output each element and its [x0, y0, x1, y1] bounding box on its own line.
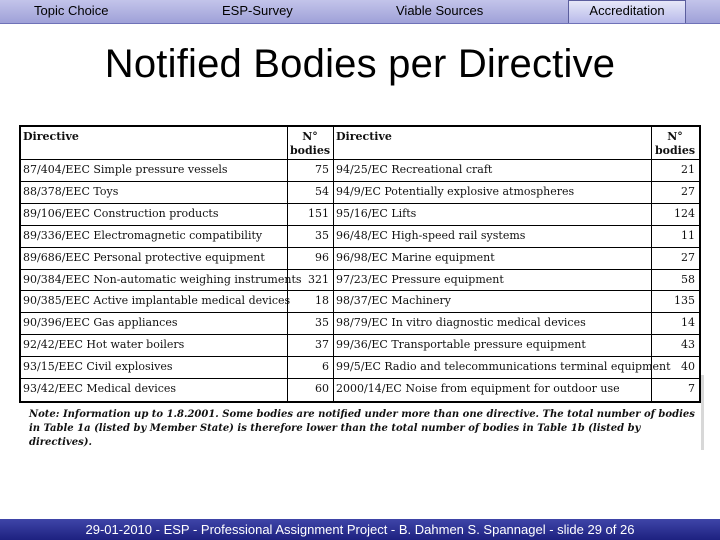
table-cell-count-left: 6	[322, 360, 329, 374]
table-cell-count-left: 18	[315, 294, 329, 308]
table-cell-count-right: 135	[674, 294, 695, 308]
table-cell-count-right: 11	[681, 228, 695, 242]
header-directive-right: Directive	[336, 130, 392, 143]
table-cell-directive-left: 89/336/EEC Electromagnetic compatibility	[23, 228, 263, 242]
table-cell-directive-right: 2000/14/EC Noise from equipment for outdoor use	[336, 382, 620, 395]
row-divider	[21, 159, 699, 160]
table-cell-count-left: 37	[315, 338, 329, 352]
footer-bar	[0, 519, 720, 540]
table-cell-directive-right: 95/16/EC Lifts	[336, 206, 417, 220]
table-cell-directive-left: 90/396/EEC Gas appliances	[23, 316, 178, 330]
footer-text: 29-01-2010 - ESP - Professional Assignment Project - B. Dahmen S. Spannagel - slide 29 of 26	[85, 522, 635, 537]
row-divider	[21, 334, 699, 335]
row-divider	[21, 356, 699, 357]
header-count-right: N°	[667, 130, 683, 143]
top-navigation-bar	[0, 0, 720, 24]
column-divider	[333, 127, 334, 401]
table-cell-count-left: 75	[315, 163, 329, 176]
table-cell-directive-right: 99/5/EC Radio and telecommunications terminal equipment	[336, 360, 671, 374]
table-note: Note: Information up to 1.8.2001. Some bodies are notified under more than one directive. The total number of bodies in Table 1a (listed by Member State) is therefore lower than the total number of bodies in Table 1b (listed by directives).	[29, 409, 695, 448]
table-cell-count-left: 35	[315, 228, 329, 242]
row-divider	[21, 269, 699, 270]
nav-tab-esp-survey[interactable]: ESP-Survey	[222, 3, 293, 18]
nav-tab-topic-choice[interactable]: Topic Choice	[34, 3, 109, 18]
row-divider	[21, 203, 699, 204]
table-cell-directive-left: 88/378/EEC Toys	[23, 184, 119, 198]
table-cell-count-right: 27	[681, 250, 695, 264]
nav-tab-viable-sources[interactable]: Viable Sources	[396, 3, 484, 18]
row-divider	[21, 290, 699, 291]
table-grid	[21, 127, 699, 401]
table-cell-directive-left: 93/15/EEC Civil explosives	[23, 360, 173, 374]
table-cell-count-right: 58	[681, 272, 695, 286]
table-cell-directive-right: 98/79/EC In vitro diagnostic medical devices	[336, 316, 586, 330]
table-cell-directive-right: 98/37/EC Machinery	[336, 294, 452, 308]
table-cell-directive-left: 90/385/EEC Active implantable medical devices	[23, 294, 291, 308]
table-cell-directive-left: 93/42/EEC Medical devices	[23, 382, 177, 395]
table-cell-directive-right: 96/48/EC High-speed rail systems	[336, 228, 526, 242]
table-cell-directive-left: 89/686/EEC Personal protective equipment	[23, 250, 265, 264]
table-cell-count-right: 43	[681, 338, 695, 352]
table-cell-directive-right: 97/23/EC Pressure equipment	[336, 272, 504, 286]
table-cell-directive-right: 96/98/EC Marine equipment	[336, 250, 495, 264]
table-cell-directive-left: 87/404/EEC Simple pressure vessels	[23, 163, 228, 176]
table-cell-directive-left: 90/384/EEC Non-automatic weighing instruments	[23, 272, 302, 286]
scan-edge-shadow	[701, 375, 704, 450]
row-divider	[21, 247, 699, 248]
slide-title: Notified Bodies per Directive	[104, 42, 616, 86]
notified-bodies-table	[19, 125, 701, 403]
table-cell-count-right: 27	[681, 184, 695, 198]
table-cell-count-left: 321	[308, 272, 329, 286]
table-cell-directive-right: 99/36/EC Transportable pressure equipment	[336, 338, 586, 352]
table-cell-count-left: 35	[315, 316, 329, 330]
nav-tab-accreditation[interactable]: Accreditation	[568, 0, 686, 23]
table-cell-count-right: 21	[681, 163, 695, 176]
row-divider	[21, 181, 699, 182]
header-count-left: N°	[302, 130, 318, 143]
header-count-right-bodies: bodies	[654, 144, 696, 157]
table-cell-directive-right: 94/25/EC Recreational craft	[336, 163, 493, 176]
table-cell-count-left: 60	[315, 382, 329, 395]
header-directive-left: Directive	[23, 130, 79, 143]
row-divider	[21, 312, 699, 313]
table-cell-directive-right: 94/9/EC Potentially explosive atmospheres	[336, 184, 575, 198]
table-cell-count-right: 14	[681, 316, 695, 330]
row-divider	[21, 378, 699, 379]
table-cell-count-left: 54	[315, 184, 329, 198]
row-divider	[21, 225, 699, 226]
table-cell-directive-left: 92/42/EEC Hot water boilers	[23, 338, 185, 352]
table-cell-count-right: 40	[681, 360, 695, 374]
table-cell-directive-left: 89/106/EEC Construction products	[23, 206, 219, 220]
table-cell-count-left: 151	[308, 206, 329, 220]
table-cell-count-left: 96	[315, 250, 329, 264]
table-cell-count-right: 7	[688, 382, 695, 395]
table-cell-count-right: 124	[674, 206, 695, 220]
header-count-left-bodies: bodies	[289, 144, 331, 157]
